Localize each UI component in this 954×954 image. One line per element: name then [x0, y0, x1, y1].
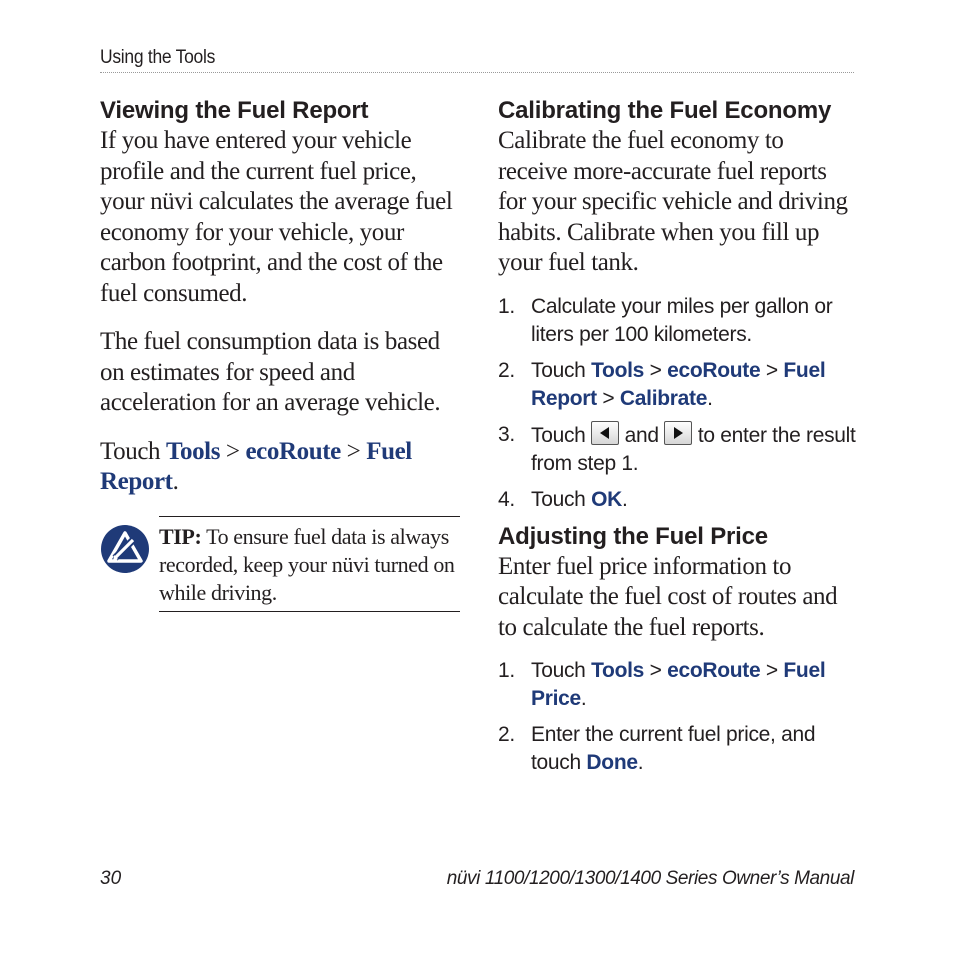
period: .	[172, 468, 179, 495]
fuel-price-intro: Enter fuel price information to calculate the fuel cost of routes and to calculate the fuel reports.	[498, 552, 838, 641]
tip-label: TIP:	[159, 523, 202, 549]
fuel-consumption-note: The fuel consumption data is based on estimates for speed and acceleration for an average vehicle.	[100, 328, 441, 416]
page-number: 30	[100, 868, 122, 889]
step-text: to enter the result from step 1.	[531, 423, 856, 475]
keyword-tools: Tools	[591, 358, 645, 382]
step-text: Enter the current fuel price, and touch	[531, 723, 816, 774]
keyword-tools: Tools	[165, 437, 221, 465]
keyword-tools: Tools	[591, 659, 645, 682]
touch-prefix: Touch	[100, 437, 166, 465]
separator: >	[340, 437, 367, 465]
right-column	[498, 96, 858, 785]
step-text: Touch	[531, 487, 592, 511]
list-item	[498, 486, 858, 514]
step-number: 1.	[498, 659, 515, 682]
manual-title: nüvi 1100/1200/1300/1400 Series Owner’s Manual	[446, 868, 854, 889]
separator: >	[220, 437, 246, 465]
step-text: Calculate your miles per gallon or liters per 100 kilometers.	[531, 294, 833, 346]
heading-adjusting-fuel-price: Adjusting the Fuel Price	[498, 522, 768, 550]
separator: >	[644, 659, 668, 682]
step-number: 3.	[498, 422, 515, 446]
calibrate-intro: Calibrate the fuel economy to receive more-accurate fuel reports for your specific vehicle and driving habits. Calibrate when you fill up your fuel tank.	[498, 127, 848, 276]
step-text: Touch	[531, 659, 592, 682]
keyword-ecoroute: ecoRoute	[667, 659, 761, 682]
left-arrow-button-icon	[591, 421, 619, 445]
separator: >	[596, 386, 620, 410]
right-arrow-button-icon	[664, 421, 692, 445]
keyword-fuel-price: Fuel Price	[531, 659, 826, 710]
left-column	[100, 96, 460, 612]
calibrate-steps	[498, 293, 858, 514]
keyword-calibrate: Calibrate	[619, 386, 708, 410]
separator: >	[644, 358, 668, 382]
keyword-fuel-report: Fuel Report	[100, 437, 412, 495]
step-number: 4.	[498, 487, 515, 511]
heading-calibrating-fuel-economy: Calibrating the Fuel Economy	[498, 97, 832, 124]
list-item	[498, 421, 858, 478]
list-item	[498, 721, 858, 777]
step-number: 2.	[498, 358, 515, 382]
step-text: and	[619, 423, 665, 447]
step-text: Touch	[531, 358, 592, 382]
list-item	[498, 657, 858, 713]
period: .	[637, 751, 644, 774]
fuel-report-instruction	[100, 437, 460, 498]
period: .	[707, 386, 713, 410]
list-item	[498, 293, 858, 349]
step-number: 1.	[498, 294, 515, 318]
heading-viewing-fuel-report: Viewing the Fuel Report	[100, 97, 369, 124]
keyword-ok: OK	[591, 487, 622, 511]
keyword-fuel-report: Fuel Report	[531, 358, 826, 410]
separator: >	[760, 659, 784, 682]
header-divider	[100, 72, 854, 73]
step-number: 2.	[498, 723, 515, 746]
tip-body: To ensure fuel data is always recorded, keep your nüvi turned on while driving.	[159, 523, 455, 605]
period: .	[621, 487, 628, 511]
pencil-triangle-icon	[100, 524, 150, 574]
period: .	[580, 687, 587, 710]
separator: >	[760, 358, 784, 382]
fuel-price-steps	[498, 657, 858, 777]
tip-text	[159, 516, 460, 612]
fuel-report-intro: If you have entered your vehicle profile and the current fuel price, your nüvi calculates the average fuel economy for your vehicle, your carbon footprint, and the cost of the fuel consumed.	[100, 127, 453, 307]
tip-callout	[100, 516, 460, 612]
keyword-ecoroute: ecoRoute	[667, 358, 761, 382]
keyword-ecoroute: ecoRoute	[245, 437, 341, 465]
keyword-done: Done	[586, 751, 638, 774]
step-text: Touch	[531, 423, 592, 447]
running-header: Using the Tools	[100, 47, 216, 68]
list-item	[498, 357, 858, 413]
